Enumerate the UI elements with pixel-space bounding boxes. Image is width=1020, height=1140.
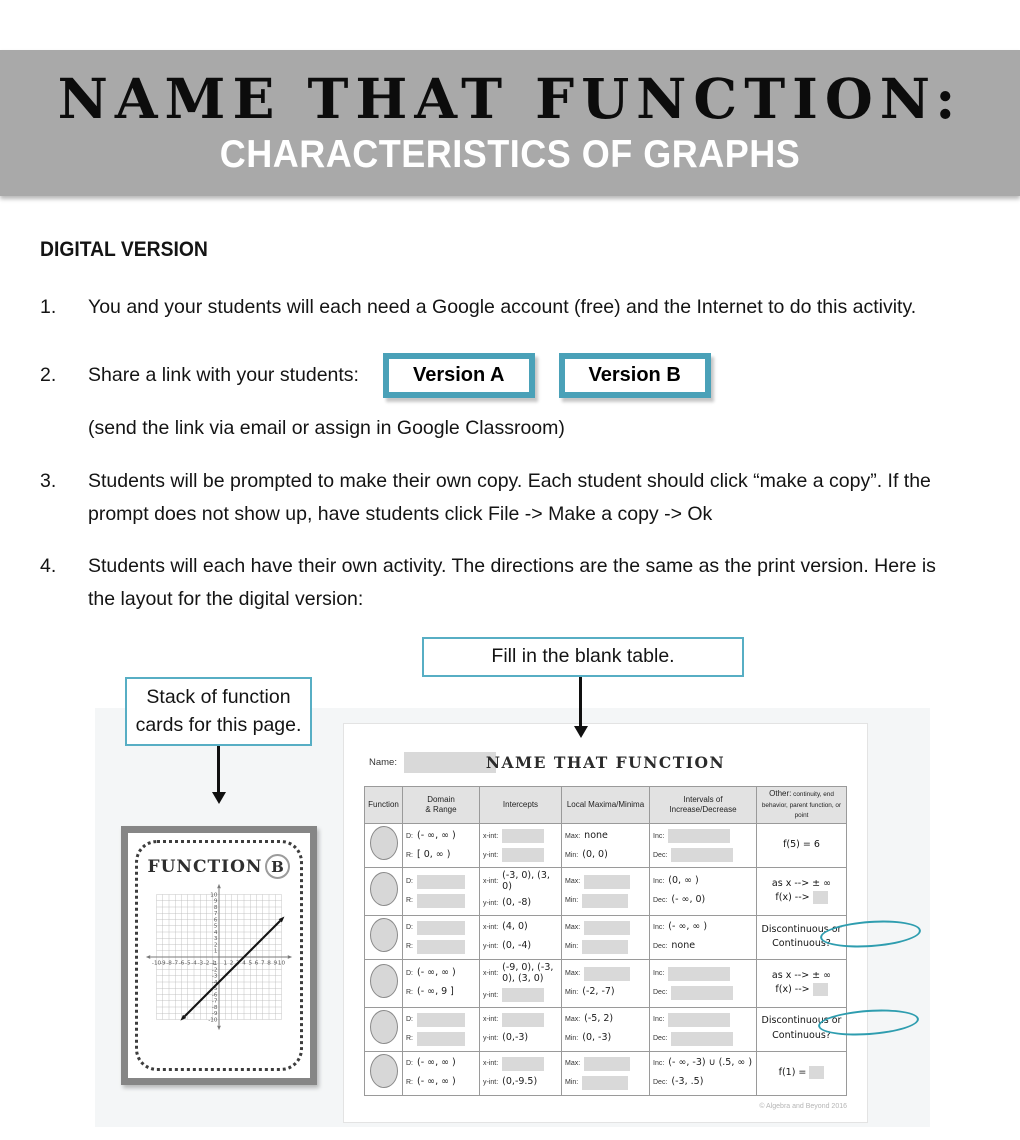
- column-header: Domain & Range: [403, 787, 480, 824]
- title-banner: [0, 50, 1020, 196]
- table-row: [365, 1007, 847, 1051]
- step-2: [40, 351, 711, 399]
- blank-field: [582, 894, 628, 908]
- blank-field: [502, 1013, 544, 1027]
- card-letter-badge: B: [265, 854, 290, 879]
- cell-value: (-3, 0), (3, 0): [502, 870, 550, 892]
- svg-text:4: [242, 961, 246, 967]
- cell-label: Dec:: [653, 943, 668, 951]
- svg-text:-7: [212, 999, 218, 1005]
- cell-value: (- ∞, ∞ ): [668, 921, 708, 933]
- svg-text:5: [214, 924, 218, 930]
- blank-field: [584, 1057, 630, 1071]
- data-cell: [650, 915, 757, 959]
- blank-field: [502, 1057, 544, 1071]
- callout-stack-cards: Stack of function cards for this page.: [125, 677, 312, 746]
- cell-value: (-3, .5): [671, 1076, 704, 1088]
- cell-value: (- ∞, ∞ ): [417, 1076, 456, 1088]
- card-title-text: FUNCTION: [147, 856, 263, 877]
- step-3: [40, 465, 931, 531]
- blank-field: [813, 891, 828, 904]
- data-cell: [562, 868, 650, 916]
- function-circle: [370, 964, 398, 998]
- function-circle: [370, 1010, 398, 1044]
- cell-label: x-int:: [483, 878, 499, 886]
- cell-label: x-int:: [483, 924, 499, 932]
- cell-value: (0, 0): [582, 848, 608, 860]
- function-cell: [365, 1007, 403, 1051]
- cell-label: Max:: [565, 1060, 581, 1068]
- cell-value: (- ∞, -3) ∪ (.5, ∞ ): [668, 1057, 753, 1069]
- blank-field: [671, 986, 733, 1000]
- data-cell: [650, 959, 757, 1007]
- data-cell: [403, 1007, 480, 1051]
- cell-label: Max:: [565, 924, 581, 932]
- blank-field: [417, 1013, 465, 1027]
- cell-value: (- ∞, ∞ ): [417, 829, 456, 841]
- svg-text:-2: [212, 967, 218, 973]
- version-a-button[interactable]: Version A: [383, 353, 535, 398]
- step-number: 2.: [40, 363, 57, 386]
- card-title: [148, 854, 291, 879]
- data-cell: [562, 915, 650, 959]
- step-text: You and your students will each need a Google account (free) and the Internet to do this activity.: [88, 296, 917, 318]
- other-cell: [757, 868, 847, 916]
- cell-value: f(1) =: [778, 1066, 807, 1078]
- svg-text:8: [267, 961, 271, 967]
- svg-text:6: [214, 917, 218, 923]
- cell-value: f(x) -->: [775, 892, 810, 904]
- step-1: [40, 291, 916, 324]
- data-cell: [403, 824, 480, 868]
- svg-text:-4: [191, 961, 197, 967]
- cell-value: (0,-3): [502, 1032, 529, 1044]
- svg-text:-9: [160, 961, 166, 967]
- function-circle: [370, 872, 398, 906]
- cell-value: (0, ∞ ): [668, 875, 699, 887]
- cell-value: as x --> ± ∞: [771, 877, 832, 889]
- data-cell: [480, 824, 562, 868]
- cell-label: y-int:: [483, 991, 499, 999]
- blank-field: [668, 1013, 730, 1027]
- cell-value: (0, -8): [502, 896, 532, 908]
- cell-label: Dec:: [653, 1035, 668, 1043]
- other-cell: [757, 824, 847, 868]
- down-arrow: [217, 746, 220, 793]
- cell-label: R:: [406, 897, 413, 905]
- cell-label: R:: [406, 1079, 413, 1087]
- cell-label: y-int:: [483, 851, 499, 859]
- step-4: [40, 550, 936, 616]
- svg-text:-3: [212, 974, 218, 980]
- cell-value: (-2, -7): [582, 986, 615, 998]
- svg-text:2: [230, 961, 234, 967]
- cell-value: [ 0, ∞ ): [417, 848, 451, 860]
- data-cell: [480, 1007, 562, 1051]
- page-title: NAME THAT FUNCTION:: [57, 66, 963, 131]
- column-header: Local Maxima/Minima: [562, 787, 650, 824]
- blank-field: [671, 1032, 733, 1046]
- blank-field: [502, 988, 544, 1002]
- data-cell: [562, 1007, 650, 1051]
- svg-text:4: [214, 930, 218, 936]
- blank-field: [584, 921, 630, 935]
- cell-label: D:: [406, 924, 413, 932]
- cell-label: Max:: [565, 878, 581, 886]
- down-arrow: [579, 677, 582, 727]
- cell-value: none: [671, 940, 696, 952]
- cell-label: y-int:: [483, 1079, 499, 1087]
- card-dotted-border: [135, 840, 303, 1071]
- data-cell: [480, 915, 562, 959]
- cell-label: Dec:: [653, 851, 668, 859]
- version-b-button[interactable]: Version B: [559, 353, 711, 398]
- cell-label: y-int:: [483, 1035, 499, 1043]
- cell-label: Min:: [565, 1035, 579, 1043]
- data-cell: [650, 868, 757, 916]
- function-circle: [370, 918, 398, 952]
- function-circle: [370, 826, 398, 860]
- svg-text:-7: [172, 961, 178, 967]
- name-label: Name:: [369, 757, 397, 768]
- cell-value: (0, -3): [582, 1032, 612, 1044]
- cell-label: Inc:: [653, 924, 665, 932]
- svg-text:7: [261, 961, 265, 967]
- cell-value: as x --> ± ∞: [771, 969, 832, 981]
- blank-field: [584, 875, 630, 889]
- blank-field: [582, 1076, 628, 1090]
- svg-text:6: [255, 961, 259, 967]
- function-cell: [365, 959, 403, 1007]
- blank-field: [809, 1066, 824, 1079]
- header-row: [365, 787, 847, 824]
- data-cell: [403, 915, 480, 959]
- blank-field: [671, 848, 733, 862]
- data-cell: [650, 1051, 757, 1095]
- cell-value: Discontinuous or: [761, 923, 842, 935]
- blank-field: [417, 875, 465, 889]
- svg-text:2: [214, 942, 218, 948]
- data-cell: [650, 1007, 757, 1051]
- table-row: [365, 868, 847, 916]
- worksheet-table: [364, 786, 847, 1096]
- svg-text:9: [273, 961, 277, 967]
- cell-label: Inc:: [653, 1060, 665, 1068]
- cell-value: (-5, 2): [584, 1013, 614, 1025]
- blank-field: [584, 967, 630, 981]
- cell-label: D:: [406, 1060, 413, 1068]
- cell-value: f(5) = 6: [783, 839, 820, 851]
- cell-value: Continuous?: [772, 1030, 831, 1042]
- svg-text:7: [214, 911, 218, 917]
- worksheet-title: NAME THAT FUNCTION: [485, 753, 726, 772]
- cell-label: R:: [406, 851, 413, 859]
- cell-label: Dec:: [653, 897, 668, 905]
- cell-label: y-int:: [483, 899, 499, 907]
- worksheet-table-head: [365, 787, 847, 824]
- column-header: Intercepts: [480, 787, 562, 824]
- blank-field: [502, 848, 544, 862]
- cell-label: R:: [406, 1035, 413, 1043]
- data-cell: [480, 868, 562, 916]
- data-cell: [403, 959, 480, 1007]
- table-row: [365, 915, 847, 959]
- cell-value: (- ∞, ∞ ): [417, 1057, 456, 1069]
- table-row: [365, 959, 847, 1007]
- cell-label: R:: [406, 943, 413, 951]
- cell-label: Max:: [565, 832, 581, 840]
- callout-fill-table: Fill in the blank table.: [422, 637, 744, 677]
- svg-text:-10: [208, 1017, 218, 1023]
- step-text: Students will each have their own activity. The directions are the same as the print version. Here is the layout for the digital version:: [88, 555, 936, 610]
- cell-label: Inc:: [653, 1016, 665, 1024]
- cell-value: (- ∞, ∞ ): [417, 967, 456, 979]
- cell-value: (0,-9.5): [502, 1076, 538, 1088]
- svg-text:-6: [179, 961, 185, 967]
- data-cell: [403, 868, 480, 916]
- svg-text:-1: [212, 961, 218, 967]
- svg-text:-2: [204, 961, 210, 967]
- cell-label: Dec:: [653, 1079, 668, 1087]
- cell-label: Max:: [565, 970, 581, 978]
- function-cell: [365, 1051, 403, 1095]
- svg-text:-6: [212, 992, 218, 998]
- svg-text:-8: [166, 961, 172, 967]
- cell-label: x-int:: [483, 1016, 499, 1024]
- blank-field: [502, 829, 544, 843]
- svg-text:1: [214, 949, 218, 955]
- step-number: 4.: [40, 555, 57, 577]
- cell-label: x-int:: [483, 832, 499, 840]
- cell-label: Min:: [565, 851, 579, 859]
- cell-label: D:: [406, 1016, 413, 1024]
- svg-text:3: [214, 936, 218, 942]
- function-cell: [365, 915, 403, 959]
- cell-label: Inc:: [653, 970, 665, 978]
- data-cell: [650, 824, 757, 868]
- cell-label: x-int:: [483, 1060, 499, 1068]
- cell-value: (- ∞, 9 ]: [417, 986, 454, 998]
- svg-text:-3: [197, 961, 203, 967]
- cell-label: Min:: [565, 989, 579, 997]
- cell-value: (4, 0): [502, 921, 528, 933]
- data-cell: [403, 1051, 480, 1095]
- function-graph: [143, 882, 295, 1032]
- copyright-text: © Algebra and Beyond 2016: [759, 1103, 847, 1110]
- other-cell: [757, 1051, 847, 1095]
- data-cell: [562, 1051, 650, 1095]
- function-circle: [370, 1054, 398, 1088]
- blank-field: [417, 894, 465, 908]
- cell-label: Dec:: [653, 989, 668, 997]
- step-text: Students will be prompted to make their own copy. Each student should click “make a copy”. If the prompt does not show up, have students click File -> Make a copy -> Ok: [88, 470, 931, 525]
- cell-label: Max:: [565, 1016, 581, 1024]
- cell-value: Discontinuous or: [761, 1015, 842, 1027]
- step-number: 3.: [40, 470, 57, 492]
- cell-label: D:: [406, 878, 413, 886]
- blank-field: [668, 967, 730, 981]
- section-title: DIGITAL VERSION: [40, 238, 208, 261]
- data-cell: [480, 959, 562, 1007]
- svg-text:5: [248, 961, 252, 967]
- cell-value: f(x) -->: [775, 984, 810, 996]
- other-cell: [757, 959, 847, 1007]
- column-header: Intervals of Increase/Decrease: [650, 787, 757, 824]
- cell-label: x-int:: [483, 970, 499, 978]
- cell-label: Inc:: [653, 878, 665, 886]
- svg-text:-8: [212, 1005, 218, 1011]
- cell-label: Inc:: [653, 832, 665, 840]
- blank-field: [813, 983, 828, 996]
- blank-field: [668, 829, 730, 843]
- blank-field: [417, 1032, 465, 1046]
- svg-text:1: [223, 961, 227, 967]
- worksheet-table-body: [365, 824, 847, 1096]
- table-row: [365, 1051, 847, 1095]
- function-cell: [365, 868, 403, 916]
- cell-label: Min:: [565, 943, 579, 951]
- svg-text:-9: [212, 1011, 218, 1017]
- cell-label: Min:: [565, 897, 579, 905]
- blank-field: [417, 940, 465, 954]
- data-cell: [562, 959, 650, 1007]
- cell-label: D:: [406, 970, 413, 978]
- svg-text:8: [214, 905, 218, 911]
- column-header: Function: [365, 787, 403, 824]
- svg-text:9: [214, 899, 218, 905]
- step-number: 1.: [40, 296, 57, 318]
- data-cell: [562, 824, 650, 868]
- cell-label: D:: [406, 832, 413, 840]
- cell-value: none: [584, 829, 608, 841]
- function-card: [121, 826, 317, 1085]
- table-row: [365, 824, 847, 868]
- step-2-note: (send the link via email or assign in Google Classroom): [88, 417, 565, 439]
- cell-value: (0, -4): [502, 940, 532, 952]
- cell-value: (- ∞, 0): [671, 894, 706, 906]
- cell-value: Continuous?: [772, 938, 831, 950]
- svg-text:-5: [185, 961, 191, 967]
- worksheet-page: [343, 723, 868, 1123]
- cell-label: Min:: [565, 1079, 579, 1087]
- svg-text:10: [278, 961, 286, 967]
- page-subtitle: CHARACTERISTICS OF GRAPHS: [219, 131, 801, 176]
- blank-field: [417, 921, 465, 935]
- cell-value: (-9, 0), (-3, 0), (3, 0): [502, 961, 554, 984]
- column-header: Other: continuity, end behavior, parent function, or point: [757, 787, 847, 824]
- cell-label: y-int:: [483, 943, 499, 951]
- data-cell: [480, 1051, 562, 1095]
- svg-text:10: [210, 892, 218, 898]
- blank-field: [582, 940, 628, 954]
- step-text: Share a link with your students:: [88, 363, 359, 386]
- function-cell: [365, 824, 403, 868]
- cell-label: R:: [406, 989, 413, 997]
